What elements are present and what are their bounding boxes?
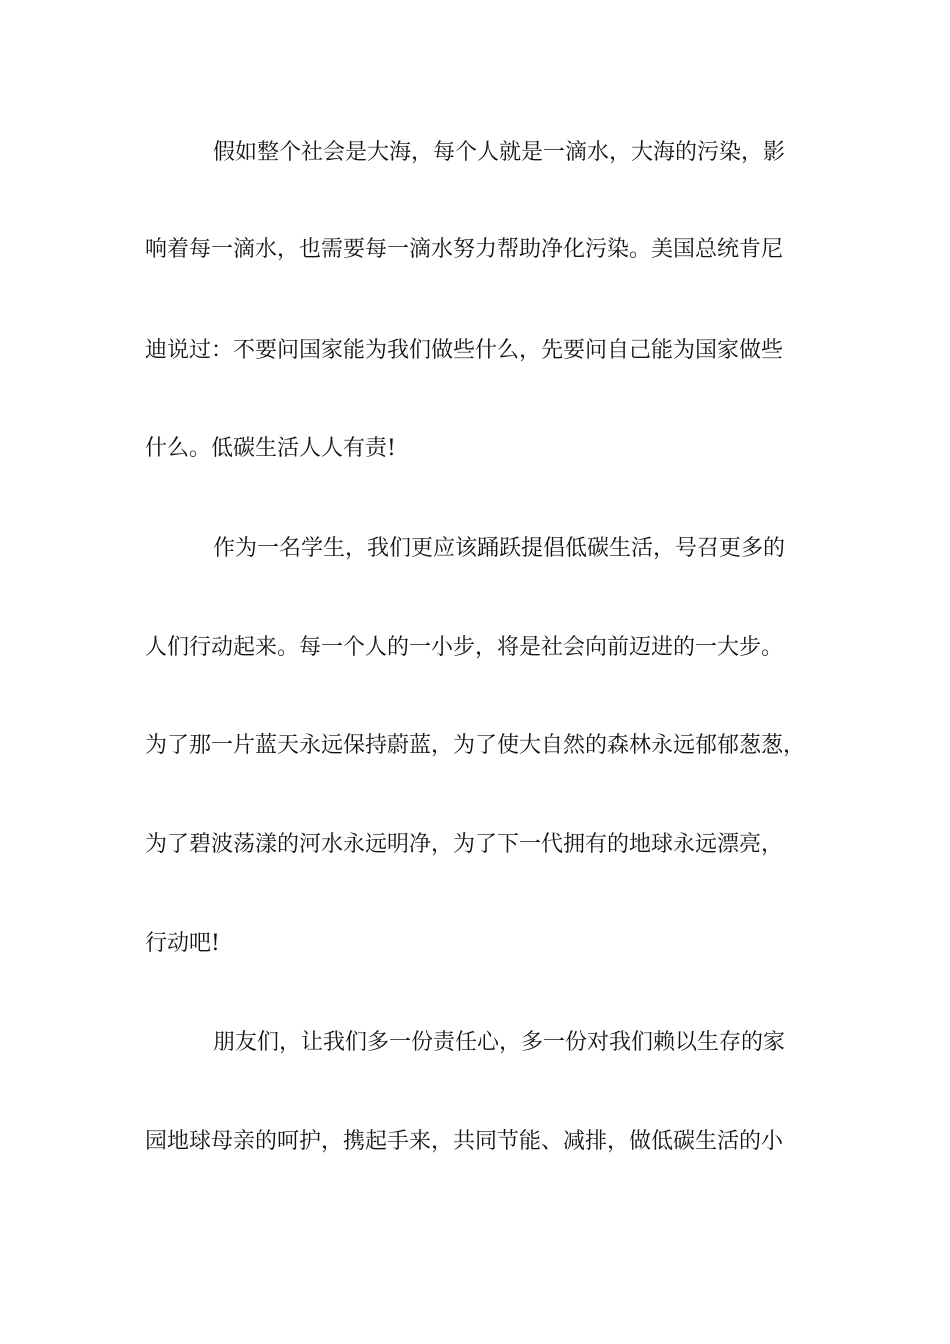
paragraph-2-line-5: 行动吧!: [145, 931, 220, 956]
paragraph-2-line-2: 人们行动起来。每一个人的一小步，将是社会向前迈进的一大步。: [145, 635, 784, 660]
paragraph-1-line-1: 假如整个社会是大海，每个人就是一滴水，大海的污染，影: [213, 140, 786, 165]
paragraph-1-line-2: 响着每一滴水，也需要每一滴水努力帮助净化污染。美国总统肯尼: [145, 237, 784, 262]
paragraph-2-line-4: 为了碧波荡漾的河水永远明净，为了下一代拥有的地球永远漂亮，: [145, 832, 784, 857]
paragraph-3-line-2: 园地球母亲的呵护，携起手来，共同节能、减排，做低碳生活的小: [145, 1129, 784, 1154]
paragraph-2-line-3: 为了那一片蓝天永远保持蔚蓝，为了使大自然的森林永远郁郁葱葱，: [145, 733, 806, 758]
paragraph-3-line-1: 朋友们，让我们多一份责任心，多一份对我们赖以生存的家: [213, 1030, 786, 1055]
paragraph-1-line-3: 迪说过：不要问国家能为我们做些什么，先要问自己能为国家做些: [145, 338, 784, 363]
paragraph-1-line-4: 什么。低碳生活人人有责!: [145, 436, 396, 461]
paragraph-2-line-1: 作为一名学生，我们更应该踊跃提倡低碳生活，号召更多的: [213, 536, 786, 561]
